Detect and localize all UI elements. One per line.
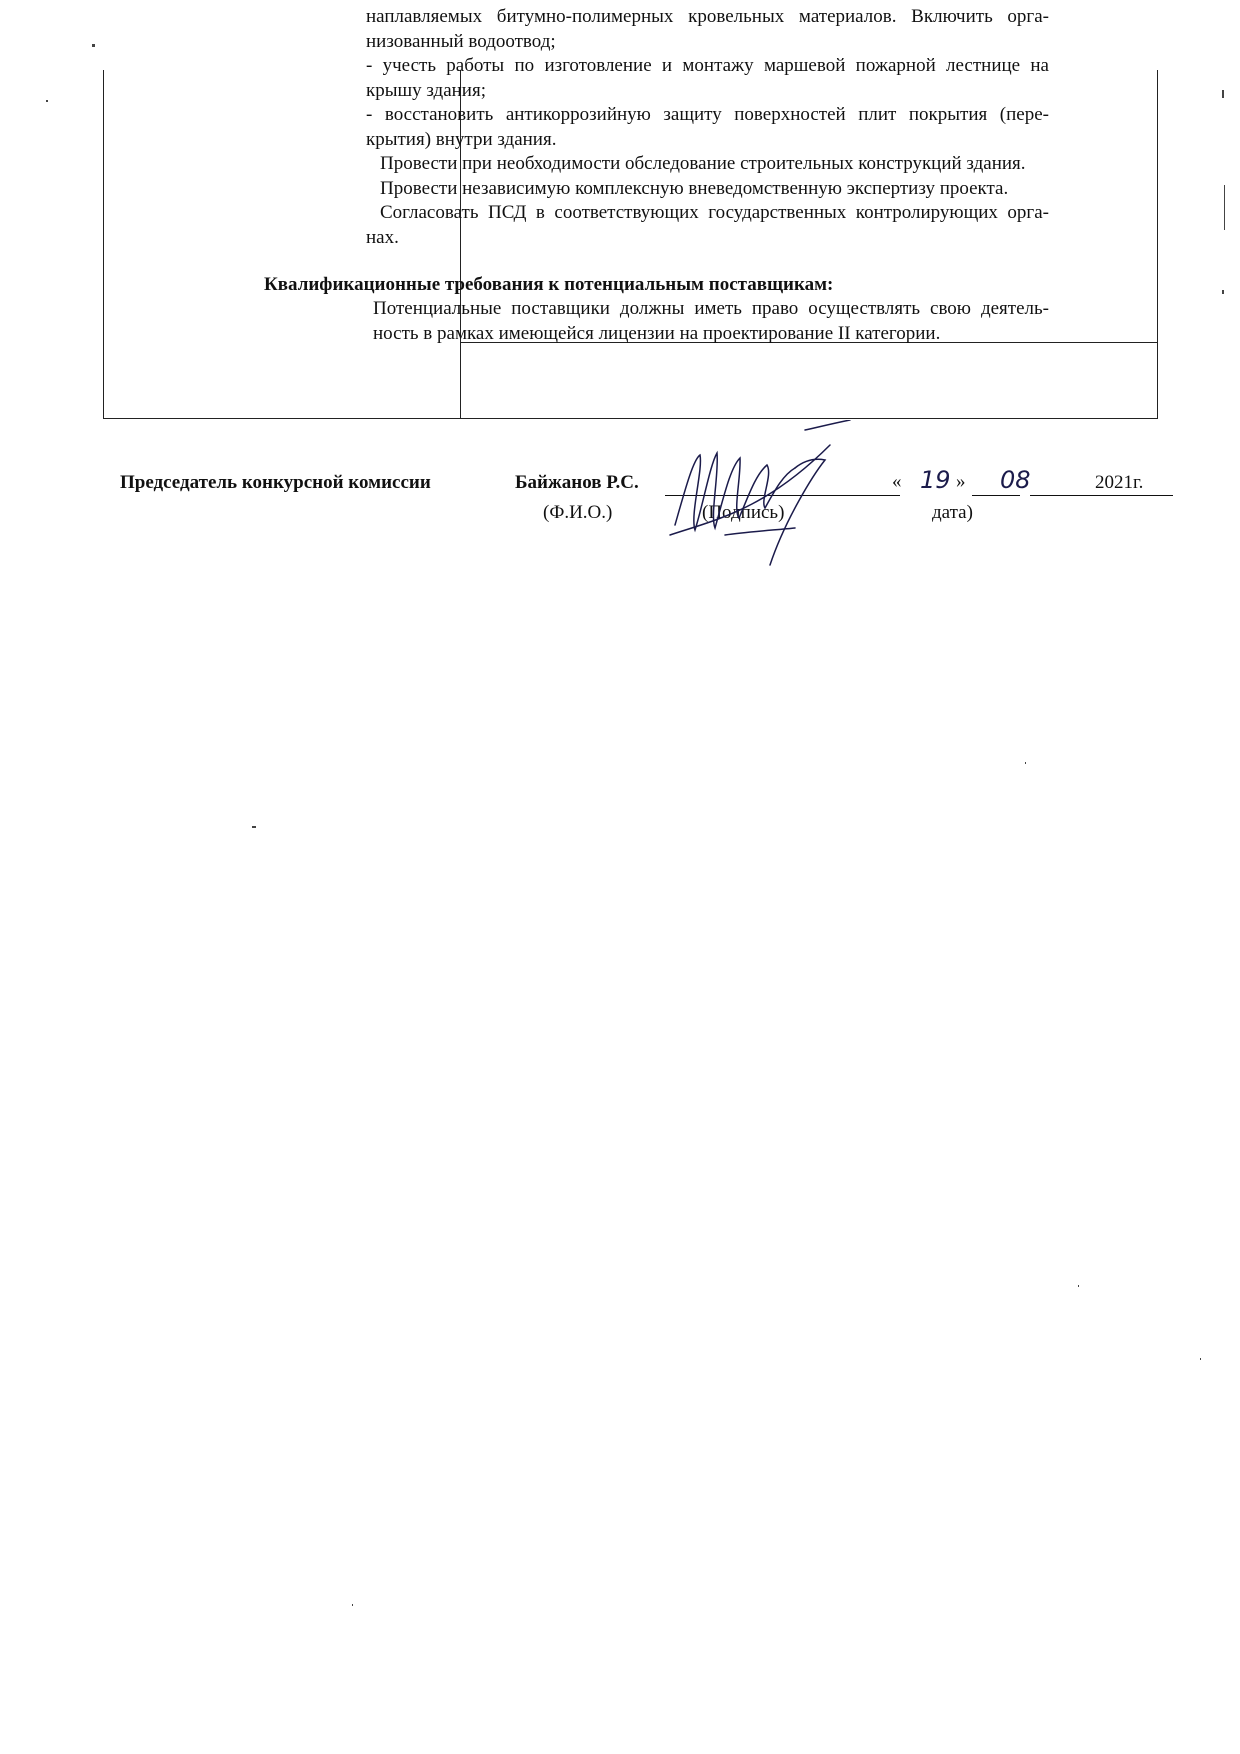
date-caption: дата) — [932, 502, 973, 523]
chairman-name: Байжанов Р.С. — [515, 472, 639, 493]
text-line: Согласовать ПСД в соответствующих государственных контролирующих орга-нах. — [366, 202, 1049, 248]
requirements-text — [373, 297, 1049, 346]
scan-speck — [1222, 90, 1224, 98]
fio-caption: (Ф.И.О.) — [543, 502, 613, 523]
specification-text — [366, 5, 1049, 250]
scan-speck — [1200, 1358, 1201, 1360]
scan-speck — [1025, 762, 1026, 764]
text-line: наплавляемых битумно-полимерных кровельных материалов. Включить орга-низованный водоотвод; — [366, 6, 1049, 52]
requirements-paragraph: Потенциальные поставщики должны иметь право осуществлять свою деятель-ность в рамках имеющейся лицензии на проектирование II категории. — [373, 298, 1049, 344]
signature-block — [120, 466, 1160, 532]
scan-speck — [1078, 1285, 1079, 1287]
scan-speck — [46, 100, 48, 102]
scan-speck — [352, 1604, 353, 1606]
scan-speck — [1224, 185, 1225, 230]
handwritten-signature — [655, 420, 875, 580]
date-month: 08 — [1000, 466, 1031, 494]
signature-caption: (Подпись) — [702, 502, 785, 523]
text-line: Провести при необходимости обследование строительных конструкций здания. — [380, 153, 1026, 174]
date-day: 19 — [920, 466, 951, 494]
chairman-role: Председатель конкурсной комиссии — [120, 472, 431, 493]
month-underline — [1030, 495, 1173, 496]
quote-open: « — [892, 471, 902, 492]
scan-speck — [1222, 290, 1224, 294]
scan-speck — [92, 44, 95, 47]
quote-close: » — [956, 471, 966, 492]
requirements-title: Квалификационные требования к потенциальным поставщикам: — [264, 274, 834, 295]
scan-speck — [252, 826, 256, 828]
text-line: - восстановить антикоррозийную защиту поверхностей плит покрытия (пере-крытия) внутри здания. — [366, 104, 1049, 150]
text-line: Провести независимую комплексную вневедомственную экспертизу проекта. — [380, 177, 1009, 199]
text-line: - учесть работы по изготовление и монтажу маршевой пожарной лестнице на крышу здания; — [366, 55, 1049, 101]
date-year: 2021г. — [1095, 472, 1144, 493]
day-underline — [972, 495, 1020, 496]
